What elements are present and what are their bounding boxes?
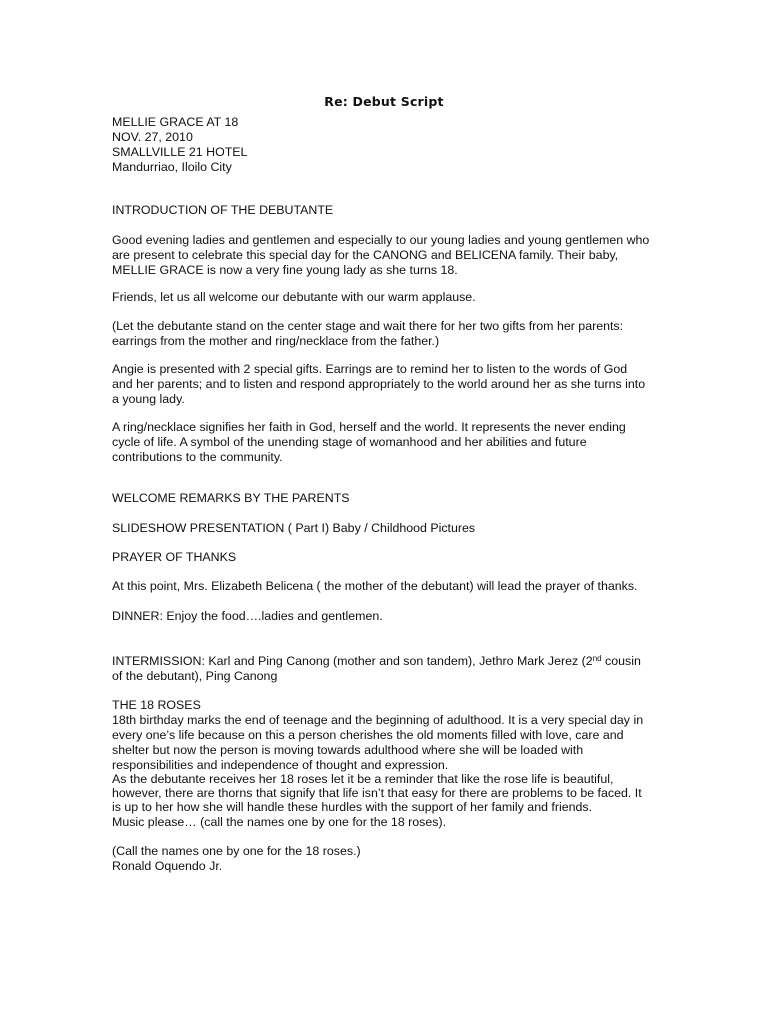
line-text: WELCOME REMARKS BY THE PARENTS <box>112 491 350 505</box>
text-line <box>112 579 638 594</box>
line-text: (Call the names one by one for the 18 roses.) <box>112 844 361 858</box>
line-text: SLIDESHOW PRESENTATION ( Part I) Baby / Childhood Pictures <box>112 521 476 535</box>
text-line <box>112 450 283 465</box>
line-text: however, there are thorns that signify that life isn’t that easy for there are problems to be faced. It <box>112 786 642 800</box>
text-line <box>112 362 627 377</box>
text-line <box>112 713 643 728</box>
line-text: every one’s life because on this a person cherishes the old moments filled with love, care and <box>112 728 624 742</box>
line-text: MELLIE GRACE AT 18 <box>112 115 239 129</box>
line-text: Music please… (call the names one by one for the 18 roses). <box>112 815 447 829</box>
text-line <box>112 491 350 506</box>
line-text: are present to celebrate this special day for the CANONG and BELICENA family. Their baby, <box>112 248 619 262</box>
text-line <box>112 435 587 450</box>
line-text: Ronald Oquendo Jr. <box>112 859 223 873</box>
text-line <box>112 669 277 684</box>
line-text: is up to her how she will handle these hurdles with the support of her family and friends. <box>112 800 593 814</box>
line-text: At this point, Mrs. Elizabeth Belicena ( the mother of the debutant) will lead the prayer of thanks. <box>112 579 638 593</box>
line-text: a young lady. <box>112 392 185 406</box>
text-line <box>112 800 592 815</box>
line-text: Angie is presented with 2 special gifts. Earrings are to remind her to listen to the words of God <box>112 362 628 376</box>
text-line <box>112 728 624 743</box>
text-line <box>112 420 626 435</box>
text-line <box>112 377 645 392</box>
text-line <box>112 786 642 801</box>
text-line <box>112 334 439 349</box>
text-line <box>112 233 649 248</box>
text-line <box>112 859 222 874</box>
text-line <box>112 844 361 859</box>
line-text: PRAYER OF THANKS <box>112 550 237 564</box>
line-text: shelter but now the person is moving towards adulthood where she will be loaded with <box>112 743 584 757</box>
line-text: responsibilities and independence of thought and expression. <box>112 758 449 772</box>
line-text: THE 18 ROSES <box>112 698 201 712</box>
line-text: MELLIE GRACE is now a very fine young lady as she turns 18. <box>112 263 458 277</box>
line-text: NOV. 27, 2010 <box>112 130 193 144</box>
text-line <box>112 263 458 278</box>
text-line <box>112 609 383 624</box>
text-line <box>112 392 185 407</box>
document-title: Re: Debut Script <box>324 94 444 109</box>
line-text: A ring/necklace signifies her faith in God, herself and the world. It represents the never ending <box>112 420 626 434</box>
line-text: and her parents; and to listen and respond appropriately to the world around her as she turns into <box>112 377 646 391</box>
text-line <box>112 758 448 773</box>
line-text: cycle of life. A symbol of the unending stage of womanhood and her abilities and future <box>112 435 587 449</box>
text-line <box>112 654 641 669</box>
text-line <box>112 743 583 758</box>
text-line <box>112 248 618 263</box>
superscript: nd <box>592 654 602 663</box>
line-text: 18th birthday marks the end of teenage and the beginning of adulthood. It is a very special day in <box>112 713 644 727</box>
line-text: Good evening ladies and gentlemen and especially to our young ladies and young gentlemen who <box>112 233 650 247</box>
text-line <box>112 130 193 145</box>
line-text: of the debutant), Ping Canong <box>112 669 278 683</box>
line-text: Friends, let us all welcome our debutante with our warm applause. <box>112 290 476 304</box>
line-text: Mandurriao, Iloilo City <box>112 160 232 174</box>
text-line <box>112 115 238 130</box>
line-text-after: cousin <box>601 654 641 668</box>
text-line <box>112 698 201 713</box>
text-line <box>112 203 333 218</box>
line-text: (Let the debutante stand on the center stage and wait there for her two gifts from her parents: <box>112 319 624 333</box>
text-line <box>112 521 475 536</box>
text-line <box>112 160 232 175</box>
line-text: contributions to the community. <box>112 450 283 464</box>
line-text: INTRODUCTION OF THE DEBUTANTE <box>112 203 334 217</box>
text-line <box>112 145 247 160</box>
line-text: INTERMISSION: Karl and Ping Canong (mother and son tandem), Jethro Mark Jerez (2 <box>112 654 593 668</box>
line-text: SMALLVILLE 21 HOTEL <box>112 145 248 159</box>
line-text: As the debutante receives her 18 roses let it be a reminder that like the rose life is beautiful, <box>112 772 614 786</box>
line-text: DINNER: Enjoy the food….ladies and gentlemen. <box>112 609 383 623</box>
text-line <box>112 772 613 787</box>
text-line <box>112 319 623 334</box>
line-text: earrings from the mother and ring/necklace from the father.) <box>112 334 440 348</box>
text-line <box>112 815 446 830</box>
text-line <box>112 550 236 565</box>
text-line <box>112 290 476 305</box>
